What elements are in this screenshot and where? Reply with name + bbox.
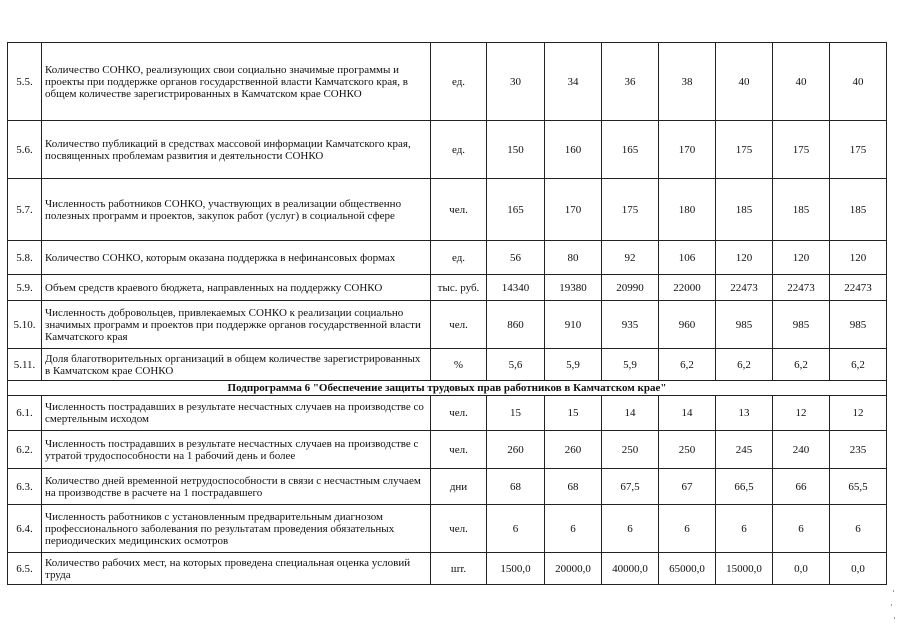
value-cell: 67,5: [602, 469, 659, 505]
value-cell: 180: [659, 179, 716, 241]
unit-cell: чел.: [431, 396, 487, 431]
value-cell: 80: [545, 241, 602, 275]
value-cell: 120: [716, 241, 773, 275]
indicator-name: Объем средств краевого бюджета, направленных на поддержку СОНКО: [42, 275, 431, 301]
value-cell: 36: [602, 43, 659, 121]
scan-marks: [887, 590, 899, 630]
value-cell: 22000: [659, 275, 716, 301]
value-cell: 6,2: [773, 349, 830, 381]
indicator-name: Доля благотворительных организаций в общем количестве зарегистрированных в Камчатском крае СОНКО: [42, 349, 431, 381]
unit-cell: чел.: [431, 505, 487, 553]
row-number: 6.2.: [8, 431, 42, 469]
table-row: [8, 301, 887, 349]
table-row: [8, 469, 887, 505]
value-cell: 0,0: [830, 553, 887, 585]
value-cell: 22473: [716, 275, 773, 301]
value-cell: 66,5: [716, 469, 773, 505]
indicator-name: Численность пострадавших в результате несчастных случаев на производстве со смертельным исходом: [42, 396, 431, 431]
value-cell: 170: [659, 121, 716, 179]
value-cell: 960: [659, 301, 716, 349]
value-cell: 14: [602, 396, 659, 431]
unit-cell: %: [431, 349, 487, 381]
value-cell: 1500,0: [487, 553, 545, 585]
unit-cell: чел.: [431, 301, 487, 349]
value-cell: 6: [716, 505, 773, 553]
row-number: 5.5.: [8, 43, 42, 121]
value-cell: 235: [830, 431, 887, 469]
table-row: [8, 396, 887, 431]
value-cell: 150: [487, 121, 545, 179]
value-cell: 19380: [545, 275, 602, 301]
table-row: [8, 275, 887, 301]
value-cell: 250: [602, 431, 659, 469]
value-cell: 185: [716, 179, 773, 241]
value-cell: 12: [830, 396, 887, 431]
indicator-name: Количество СОНКО, реализующих свои социально значимые программы и проекты при поддержке органов государственной власти Камчатского края, в общем количестве зарегистрированных в Камчатском крае СОНКО: [42, 43, 431, 121]
table-row: [8, 553, 887, 585]
value-cell: 250: [659, 431, 716, 469]
indicator-name: Численность работников СОНКО, участвующих в реализации общественно полезных программ и проектов, закупок работ (услуг) в социальной сфере: [42, 179, 431, 241]
value-cell: 66: [773, 469, 830, 505]
value-cell: 185: [830, 179, 887, 241]
value-cell: 14: [659, 396, 716, 431]
value-cell: 40000,0: [602, 553, 659, 585]
row-number: 5.8.: [8, 241, 42, 275]
value-cell: 65000,0: [659, 553, 716, 585]
unit-cell: ед.: [431, 241, 487, 275]
value-cell: 910: [545, 301, 602, 349]
indicator-name: Численность добровольцев, привлекаемых СОНКО к реализации социально значимых программ и проектов при поддержке органов государственной власти Камчатского края: [42, 301, 431, 349]
value-cell: 175: [773, 121, 830, 179]
row-number: 6.1.: [8, 396, 42, 431]
indicators-table: [7, 42, 887, 585]
value-cell: 20000,0: [545, 553, 602, 585]
unit-cell: ед.: [431, 121, 487, 179]
value-cell: 106: [659, 241, 716, 275]
value-cell: 175: [830, 121, 887, 179]
value-cell: 5,6: [487, 349, 545, 381]
value-cell: 20990: [602, 275, 659, 301]
indicator-name: Количество рабочих мест, на которых проведена специальная оценка условий труда: [42, 553, 431, 585]
row-number: 5.10.: [8, 301, 42, 349]
table-row: [8, 241, 887, 275]
value-cell: 15000,0: [716, 553, 773, 585]
value-cell: 5,9: [602, 349, 659, 381]
value-cell: 6,2: [659, 349, 716, 381]
indicator-name: Количество публикаций в средствах массовой информации Камчатского края, посвященных проблемам развития и деятельности СОНКО: [42, 121, 431, 179]
value-cell: 6: [487, 505, 545, 553]
table-row: [8, 43, 887, 121]
value-cell: 67: [659, 469, 716, 505]
unit-cell: тыс. руб.: [431, 275, 487, 301]
value-cell: 6,2: [830, 349, 887, 381]
row-number: 6.4.: [8, 505, 42, 553]
value-cell: 65,5: [830, 469, 887, 505]
section-row: [8, 381, 887, 396]
value-cell: 15: [545, 396, 602, 431]
value-cell: 160: [545, 121, 602, 179]
value-cell: 6: [602, 505, 659, 553]
row-number: 6.3.: [8, 469, 42, 505]
value-cell: 30: [487, 43, 545, 121]
value-cell: 6: [659, 505, 716, 553]
subprogram-title: Подпрограмма 6 "Обеспечение защиты трудовых прав работников в Камчатском крае": [8, 381, 887, 396]
value-cell: 92: [602, 241, 659, 275]
table-row: [8, 505, 887, 553]
value-cell: 6: [773, 505, 830, 553]
indicator-name: Численность работников с установленным предварительным диагнозом профессионального заболевания по результатам проведения обязательных периодических медицинских осмотров: [42, 505, 431, 553]
value-cell: 985: [716, 301, 773, 349]
value-cell: 860: [487, 301, 545, 349]
value-cell: 13: [716, 396, 773, 431]
table-body: [8, 43, 887, 585]
value-cell: 6,2: [716, 349, 773, 381]
value-cell: 175: [716, 121, 773, 179]
value-cell: 5,9: [545, 349, 602, 381]
value-cell: 68: [545, 469, 602, 505]
value-cell: 38: [659, 43, 716, 121]
value-cell: 985: [773, 301, 830, 349]
value-cell: 22473: [830, 275, 887, 301]
value-cell: 165: [487, 179, 545, 241]
row-number: 5.7.: [8, 179, 42, 241]
unit-cell: дни: [431, 469, 487, 505]
value-cell: 40: [830, 43, 887, 121]
unit-cell: чел.: [431, 431, 487, 469]
value-cell: 260: [487, 431, 545, 469]
value-cell: 245: [716, 431, 773, 469]
row-number: 5.11.: [8, 349, 42, 381]
table-row: [8, 431, 887, 469]
value-cell: 15: [487, 396, 545, 431]
indicator-name: Количество дней временной нетрудоспособности в связи с несчастным случаем на производстве в расчете на 1 пострадавшего: [42, 469, 431, 505]
value-cell: 170: [545, 179, 602, 241]
indicator-name: Численность пострадавших в результате несчастных случаев на производстве с утратой трудоспособности на 1 рабочий день и более: [42, 431, 431, 469]
value-cell: 14340: [487, 275, 545, 301]
value-cell: 165: [602, 121, 659, 179]
value-cell: 40: [773, 43, 830, 121]
value-cell: 120: [830, 241, 887, 275]
table-row: [8, 121, 887, 179]
value-cell: 6: [545, 505, 602, 553]
unit-cell: чел.: [431, 179, 487, 241]
value-cell: 240: [773, 431, 830, 469]
value-cell: 12: [773, 396, 830, 431]
row-number: 6.5.: [8, 553, 42, 585]
value-cell: 68: [487, 469, 545, 505]
table-row: [8, 349, 887, 381]
indicator-name: Количество СОНКО, которым оказана поддержка в нефинансовых формах: [42, 241, 431, 275]
value-cell: 40: [716, 43, 773, 121]
row-number: 5.9.: [8, 275, 42, 301]
row-number: 5.6.: [8, 121, 42, 179]
value-cell: 34: [545, 43, 602, 121]
value-cell: 6: [830, 505, 887, 553]
value-cell: 185: [773, 179, 830, 241]
unit-cell: шт.: [431, 553, 487, 585]
value-cell: 260: [545, 431, 602, 469]
value-cell: 22473: [773, 275, 830, 301]
value-cell: 0,0: [773, 553, 830, 585]
unit-cell: ед.: [431, 43, 487, 121]
value-cell: 175: [602, 179, 659, 241]
value-cell: 56: [487, 241, 545, 275]
value-cell: 985: [830, 301, 887, 349]
value-cell: 120: [773, 241, 830, 275]
value-cell: 935: [602, 301, 659, 349]
table-row: [8, 179, 887, 241]
